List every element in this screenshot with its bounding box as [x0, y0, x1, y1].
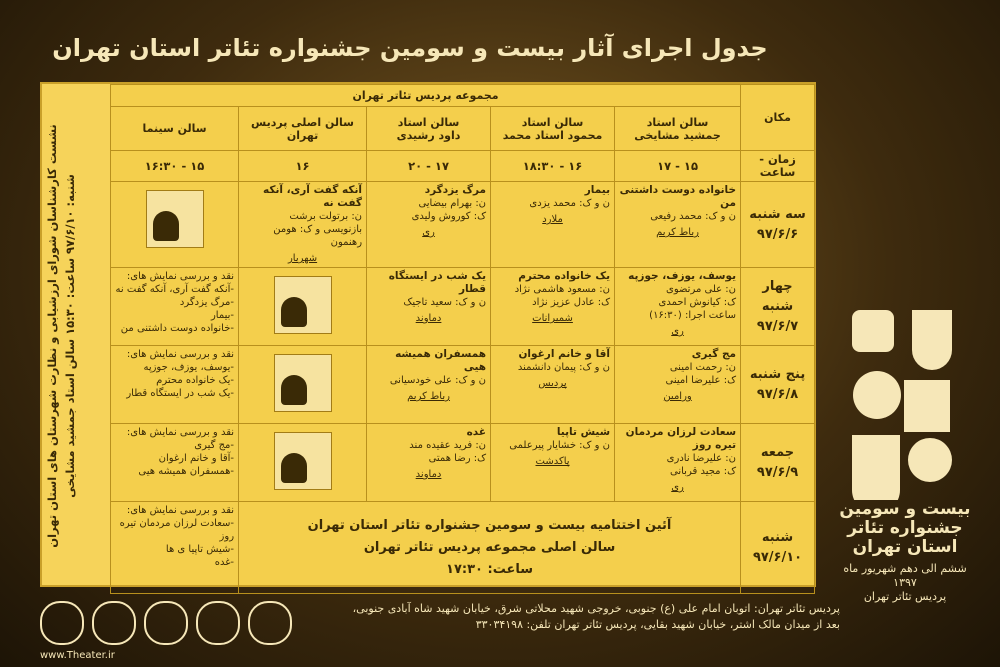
venue-header: سالن استاد داود رشیدی: [367, 107, 491, 151]
credit-line: بازنویسی و ک: هومن رهنمون: [273, 224, 363, 248]
venue-header: سالن استاد محمود استاد محمد: [491, 107, 615, 151]
schedule-cell: [491, 182, 615, 268]
festival-stamp-icon: [146, 190, 204, 248]
date-label: ۹۷/۶/۸: [756, 386, 799, 402]
credit-line: ن و ک: خشایار پیرعلمی: [509, 440, 611, 451]
day-label: پنج شنبه: [749, 366, 806, 382]
credit-line: ن: مسعود هاشمی نژاد: [514, 284, 611, 295]
website-link[interactable]: www.Theater.ir: [40, 650, 115, 661]
brand-venue: پردیس تئاتر تهران: [863, 590, 947, 603]
page-title: جدول اجرای آثار بیست و سومین جشنواره تئاتر استان تهران: [52, 34, 768, 62]
day-cell: [741, 346, 815, 424]
pardis-logo-icon: [196, 601, 240, 645]
address-line1: پردیس تئاتر تهران: اتوبان امام علی (ع) جنوبی، خروجی شهید محلاتی شرق، خیابان شهید شاه آبادی جنوبی،: [352, 602, 840, 615]
closing-line2: سالن اصلی مجموعه پردیس تئاتر تهران: [363, 539, 616, 555]
credit-line: ک: کیانوش احمدی: [658, 297, 737, 308]
credit-line: ن و ک: پیمان دانشمند: [517, 362, 611, 373]
play-title: شیش تاپیا: [556, 426, 611, 438]
city-label: شمیرانات: [532, 313, 573, 324]
schedule-cell: [111, 268, 239, 346]
date-label: ۹۷/۶/۱۰: [752, 549, 803, 565]
time-slot: ۱۶ - ۱۸:۳۰: [491, 151, 615, 182]
city-label: دماوند: [415, 313, 442, 324]
play-title: سعادت لرزان مردمان تیره روز: [625, 426, 737, 451]
city-label: ری: [671, 482, 684, 493]
credit-line: -همسفران همیشه هیی: [138, 466, 235, 477]
theater-logo-icon: [40, 601, 84, 645]
day-cell: [741, 424, 815, 502]
city-label: ری: [422, 227, 435, 238]
play-title: همسفران همیشه هیی: [395, 348, 487, 373]
side-note-panel: [42, 84, 111, 585]
play-title: آقا و خانم ارغوان: [518, 348, 611, 360]
credit-line: -آقا و خانم ارغوان: [158, 453, 235, 464]
day-label: چهار شنبه: [761, 278, 794, 314]
side-note: [43, 96, 109, 576]
city-label: رباط کریم: [656, 227, 699, 238]
play-title: بیمار: [584, 184, 611, 196]
credit-line: ن: برتولت برشت: [289, 211, 363, 222]
closing-line3: ساعت: ۱۷:۳۰: [446, 561, 534, 577]
schedule-cell: [239, 346, 367, 424]
play-title: یوسف، یوزف، جوزپه: [628, 270, 737, 282]
time-slot: ۱۵ - ۱۶:۳۰: [111, 151, 239, 182]
brand-subtitle: [830, 562, 980, 604]
festival-brand: [830, 300, 980, 603]
play-title: مج گیری: [691, 348, 737, 360]
brand-title-line1: بیست و سومین: [839, 499, 971, 519]
side-note-line1: نشست کارشناسان شورای ارزشیابی و نظارت شهرستان های استان تهران: [45, 124, 59, 548]
brand-dates: ششم الی دهم شهریور ماه ۱۳۹۷: [843, 562, 967, 589]
date-label: ۹۷/۶/۶: [756, 226, 799, 242]
play-title: مرگ یزدگرد: [424, 184, 487, 196]
province-logo-icon: [144, 601, 188, 645]
credit-line: نقد و بررسی نمایش های:: [126, 271, 235, 282]
credit-line: ک: علیرضا امینی: [665, 375, 737, 386]
credit-line: -مرگ یزدگرد: [179, 297, 235, 308]
schedule-sheet: [40, 82, 816, 587]
schedule-cell: [491, 424, 615, 502]
credit-line: ن: علی مرتضوی: [666, 284, 737, 295]
closing-ceremony: [239, 502, 741, 594]
day-cell: [741, 502, 815, 594]
closing-line1: آئین اختتامیه بیست و سومین جشنواره تئاتر استان تهران: [307, 517, 672, 533]
sponsor-logos: [40, 597, 310, 661]
schedule-cell: [367, 182, 491, 268]
play-title: غده: [466, 426, 487, 438]
date-label: ۹۷/۶/۷: [756, 318, 799, 334]
city-label: ورامین: [663, 391, 692, 402]
schedule-cell: [111, 346, 239, 424]
sponsor-logo-icon: [248, 601, 292, 645]
review-line: نقد و بررسی نمایش های:: [126, 505, 235, 516]
credit-line: نقد و بررسی نمایش های:: [126, 349, 235, 360]
day-label: شنبه: [761, 529, 794, 545]
venue-header: سالن سینما: [111, 107, 239, 151]
festival-logo-icon: [842, 300, 962, 500]
complex-header: مجموعه پردیس تئاتر تهران: [111, 85, 741, 107]
credit-line: ن و ک: سعید تاجیک: [403, 297, 487, 308]
brand-title-line3: استان تهران: [852, 537, 958, 557]
day-label: سه شنبه: [749, 206, 806, 222]
schedule-cell: [367, 346, 491, 424]
credit-line: -آنکه گفت آری، آنکه گفت نه: [115, 284, 235, 295]
city-label: شهریار: [287, 253, 318, 264]
city-label: پردیس: [538, 378, 567, 389]
final-review-cell: [111, 502, 239, 594]
city-label: ملارد: [542, 214, 563, 225]
side-note-line2: شنبه: ۹۷/۶/۱۰ ساعت: ۱۵:۳۰ سالن استاد جمشید مشایخی: [63, 174, 77, 498]
play-title: آنکه گفت آری، آنکه گفت نه: [262, 184, 363, 209]
venue-header: سالن استاد جمشید مشایخی: [615, 107, 741, 151]
festival-stamp-icon: [274, 432, 332, 490]
schedule-cell: [239, 268, 367, 346]
credit-line: -بیمار: [210, 310, 235, 321]
schedule-cell: [239, 182, 367, 268]
credit-line: -یک خانواده محترم: [156, 375, 235, 386]
city-label: دماوند: [415, 469, 442, 480]
address: [340, 601, 840, 633]
schedule-cell: [111, 424, 239, 502]
credit-line: ن: فرید عقیده مند: [409, 440, 487, 451]
time-slot: ۱۷ - ۲۰: [367, 151, 491, 182]
credit-line: ک: رضا همتی: [428, 453, 487, 464]
credit-line: ن: رحمت امینی: [669, 362, 737, 373]
credit-line: ک: مجید قربانی: [670, 466, 737, 477]
venue-header: سالن اصلی پردیس تهران: [239, 107, 367, 151]
schedule-cell: [111, 182, 239, 268]
festival-stamp-icon: [274, 276, 332, 334]
credit-line: ن: بهرام بیضایی: [418, 198, 487, 209]
place-header: مکان: [741, 85, 815, 151]
brand-title: [830, 500, 980, 557]
schedule-cell: [615, 424, 741, 502]
play-title: خانواده دوست داشتنی من: [619, 184, 737, 209]
footer: [40, 601, 840, 661]
time-slot: ۱۵ - ۱۷: [615, 151, 741, 182]
address-line2: بعد از میدان مالک اشتر، خیابان شهید بقایی، پردیس تئاتر تهران تلفن: ۳۳۰۳۴۱۹۸: [475, 618, 840, 631]
credit-line: نقد و بررسی نمایش های:: [126, 427, 235, 438]
time-slot: ۱۶: [239, 151, 367, 182]
credit-line: ن و ک: محمد رفیعی: [650, 211, 737, 222]
review-line: -سعادت لرزان مردمان تیره روز: [119, 518, 235, 542]
schedule-cell: [239, 424, 367, 502]
date-label: ۹۷/۶/۹: [756, 464, 799, 480]
schedule-cell: [615, 268, 741, 346]
review-line: -غده: [214, 557, 235, 568]
day-cell: [741, 182, 815, 268]
day-label: جمعه: [760, 444, 795, 460]
day-cell: [741, 268, 815, 346]
credit-line: -یک شب در ایستگاه قطار: [126, 388, 235, 399]
credit-line: ن: علیرضا نادری: [666, 453, 737, 464]
credit-line: ن و ک: علی خودسیانی: [389, 375, 487, 386]
ministry-logo-icon: [92, 601, 136, 645]
schedule-cell: [615, 346, 741, 424]
review-line: -شیش تاپیا ی ها: [165, 544, 235, 555]
schedule-cell: [367, 268, 491, 346]
credit-line: ک: کوروش ولیدی: [411, 211, 487, 222]
time-header: زمان - ساعت: [741, 151, 815, 182]
credit-line: ن و ک: محمد یزدی: [529, 198, 611, 209]
festival-stamp-icon: [274, 354, 332, 412]
play-title: یک خانواده محترم: [518, 270, 611, 282]
city-label: رباط کریم: [407, 391, 450, 402]
schedule-table: [110, 84, 815, 594]
schedule-cell: [615, 182, 741, 268]
credit-line: ساعت اجرا: (۱۶:۳۰): [649, 310, 737, 321]
credit-line: -خانواده دوست داشتنی من: [120, 323, 235, 334]
schedule-cell: [367, 424, 491, 502]
city-label: پاکدشت: [535, 456, 570, 467]
brand-title-line2: جشنواره تئاتر: [847, 518, 963, 538]
credit-line: -مج گیری: [194, 440, 235, 451]
credit-line: ک: عادل عزیز نژاد: [532, 297, 611, 308]
credit-line: -یوسف، یوزف، جوزپه: [143, 362, 235, 373]
play-title: یک شب در ایستگاه قطار: [388, 270, 487, 295]
schedule-cell: [491, 346, 615, 424]
city-label: ری: [671, 326, 684, 337]
schedule-cell: [491, 268, 615, 346]
